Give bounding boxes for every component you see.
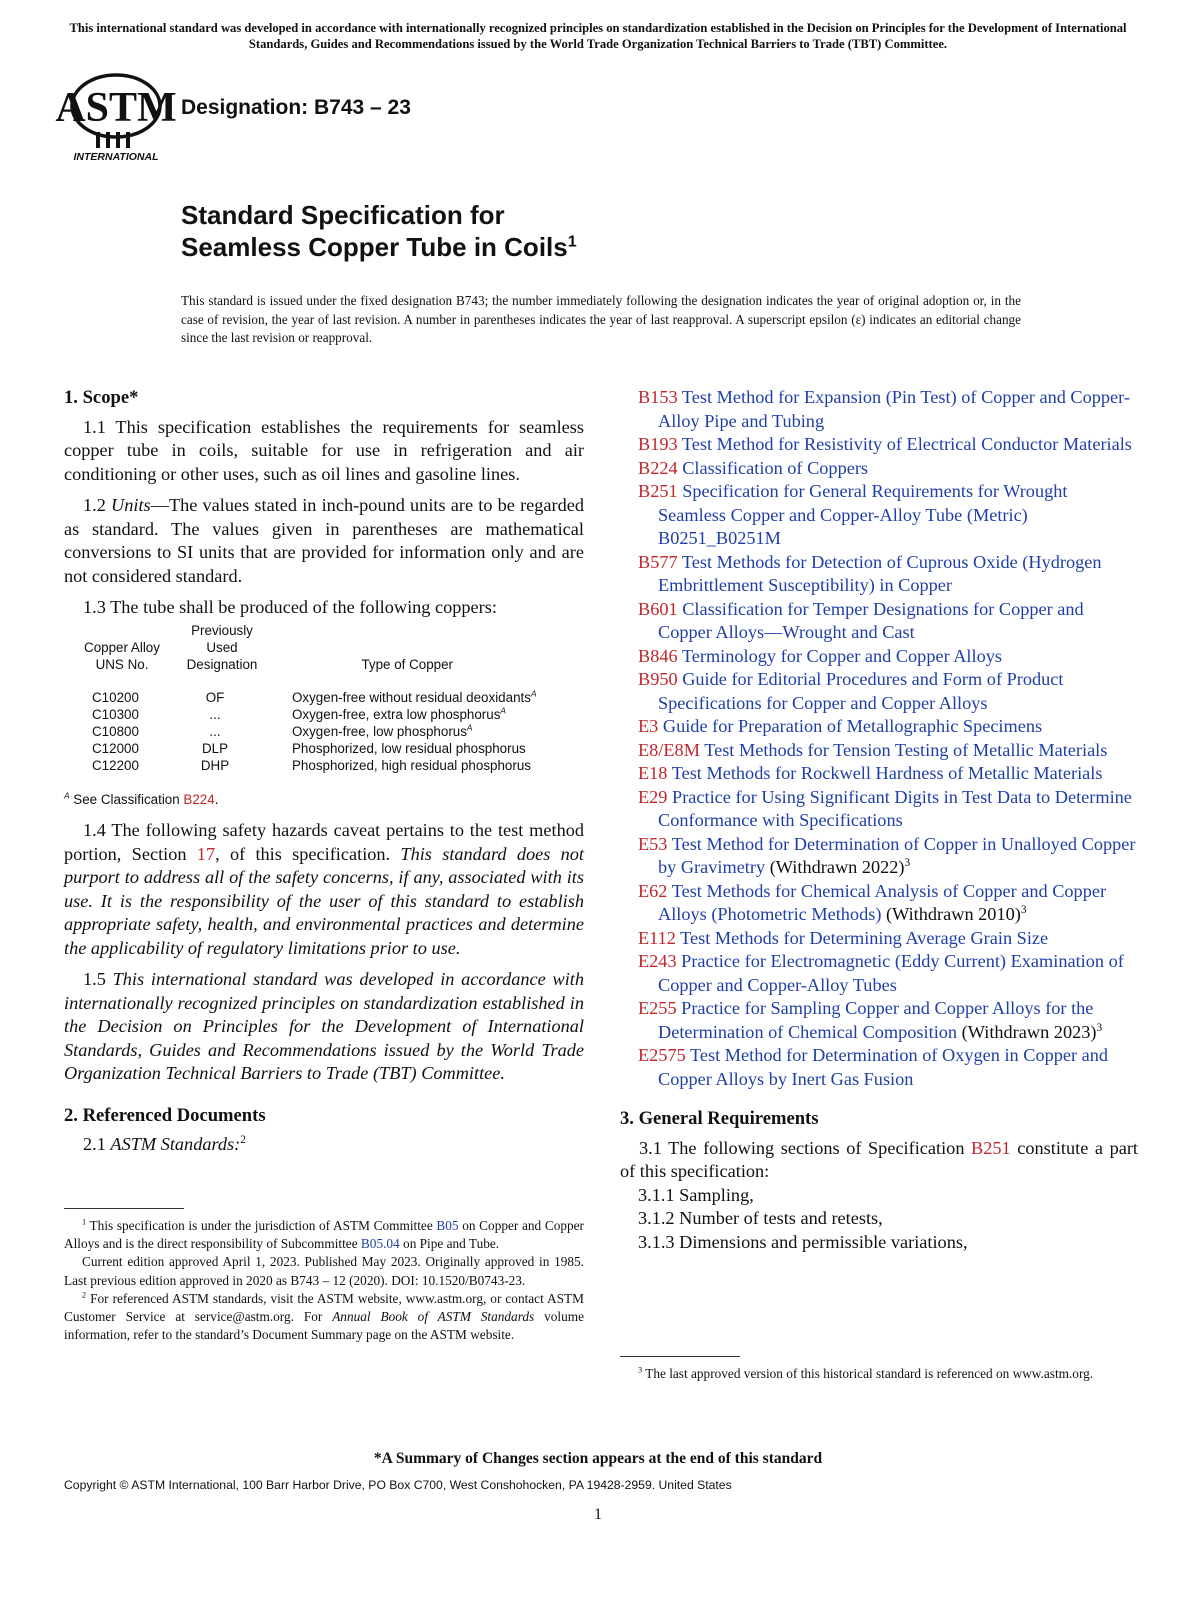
reference-item	[638, 1044, 1138, 1091]
reference-title-link[interactable]: Guide for Editorial Procedures and Form of Product Specifications for Copper and Copper Alloys	[658, 669, 1064, 713]
reference-code-link[interactable]: B224	[638, 457, 678, 478]
table-footnote: $^A$ See Classification B224.	[64, 790, 219, 807]
reference-title-link[interactable]: Test Method for Resistivity of Electrical Conductor Materials	[677, 434, 1132, 454]
reference-code-link[interactable]: B153	[638, 387, 678, 407]
reference-code-link[interactable]: E2575	[638, 1045, 686, 1065]
table-row	[76, 706, 546, 723]
reference-title-link[interactable]: Test Methods for Determining Average Grain Size	[675, 927, 1049, 948]
coppers-table-header	[76, 622, 546, 689]
cell-previous: DLP	[201, 740, 229, 756]
reference-item	[638, 551, 1138, 598]
reference-title-link[interactable]: Practice for Sampling Copper and Copper Alloys for the Determination of Chemical Composition	[658, 998, 1094, 1042]
link-b224[interactable]: B224	[183, 791, 215, 807]
footnote-divider	[620, 1356, 740, 1357]
link-section-17[interactable]: 17	[196, 843, 216, 864]
reference-code-link[interactable]: B950	[638, 669, 678, 689]
link-b05-04[interactable]: B05.04	[360, 1236, 400, 1252]
cell-type: Phosphorized, low residual phosphorus	[292, 740, 526, 756]
cell-uns: C12000	[92, 740, 139, 756]
para-1-3: 1.3 The tube shall be produced of the following coppers:	[83, 597, 497, 617]
reference-code-link[interactable]: E29	[638, 786, 668, 807]
list-item: 3.1.3 Dimensions and permissible variations,	[638, 1231, 968, 1252]
cell-previous: ...	[209, 723, 221, 739]
reference-code-link[interactable]: B251	[638, 481, 678, 501]
reference-title-link[interactable]: Terminology for Copper and Copper Alloys	[677, 645, 1002, 666]
reference-title-link[interactable]: Test Methods for Tension Testing of Metallic Materials	[699, 739, 1108, 760]
link-b05[interactable]: B05	[436, 1218, 459, 1233]
page-number: 1	[594, 1506, 602, 1523]
summary-of-changes-note: *A Summary of Changes section appears at the end of this standard	[373, 1450, 823, 1467]
reference-item	[638, 715, 1138, 739]
reference-item	[638, 739, 1138, 763]
reference-item	[638, 833, 1138, 880]
reference-code-link[interactable]: E243	[638, 951, 677, 971]
para-2-1: 2.1 ASTM Standards:$^2$	[83, 1133, 246, 1154]
reference-title-link[interactable]: Test Method for Determination of Copper in Unalloyed Copper by Gravimetry	[658, 833, 1136, 877]
reference-title-link[interactable]: Test Methods for Detection of Cuprous Oxide (Hydrogen Embrittlement Susceptibility) in Copper	[658, 551, 1102, 595]
title-line-2: Seamless Copper Tube in Coils$^1$	[181, 232, 577, 262]
section-1-heading: 1. Scope*	[64, 387, 139, 408]
reference-title-link[interactable]: Classification for Temper Designations for Copper and Copper Alloys—Wrought and Cast	[658, 598, 1084, 642]
reference-title-link[interactable]: Classification of Coppers	[677, 457, 869, 478]
table-row	[76, 723, 546, 740]
reference-title-link[interactable]: Test Method for Determination of Oxygen in Copper and Copper Alloys by Inert Gas Fusion	[658, 1045, 1109, 1089]
reference-withdrawn-note: (Withdrawn 2010)	[881, 904, 1021, 924]
svg-text:INTERNATIONAL: INTERNATIONAL	[73, 151, 159, 163]
reference-title-link[interactable]: Specification for General Requirements for Wrought Seamless Copper and Copper-Alloy Tube (Metric) B0251_B0251M	[658, 481, 1068, 548]
para-1-5: 1.5 This international standard was developed in accordance with internationally recognized principles on standardization established in the Decision on Principles for the Development of International Standards, Guides and Recommendations issued by the World Trade Organization Technical Barriers to Trade (TBT) Committee.	[64, 969, 585, 1083]
footnote-divider	[64, 1208, 184, 1209]
para-1-1: 1.1 This specification establishes the requirements for seamless copper tube in coils, suitable for use in refrigeration and air conditioning or other uses, such as oil lines and gasoline lines.	[64, 416, 584, 484]
para-1-4: 1.4 The following safety hazards caveat pertains to the test method portion, Section 17, of this specification. This standard does not purport to address all of the safety concerns, if any, associated with its use. It is the responsibility of the user of this standard to establish appropriate safety, health, and environmental practices and determine the applicability of regulatory limitations prior to use.	[64, 820, 584, 958]
footnotes-right	[620, 1356, 1138, 1383]
col-header-type: Type of Copper	[361, 656, 454, 672]
reference-item	[638, 433, 1138, 457]
reference-item	[638, 480, 1138, 551]
designation: Designation: B743 – 23	[181, 96, 411, 119]
reference-footnote-mark[interactable]: 3	[1096, 1021, 1103, 1034]
table-row	[76, 689, 546, 706]
cell-type: Oxygen-free, extra low phosphorus$^A$	[292, 705, 506, 722]
reference-item	[638, 927, 1138, 951]
cell-previous: OF	[205, 689, 225, 705]
reference-footnote-mark[interactable]: 3	[904, 856, 911, 869]
cell-uns: C10200	[92, 689, 139, 705]
reference-item	[638, 668, 1138, 715]
table-row	[76, 740, 546, 757]
title-footnote-mark[interactable]: 1	[567, 232, 577, 251]
reference-item	[638, 786, 1138, 833]
reference-code-link[interactable]: B577	[638, 551, 678, 572]
reference-withdrawn-note: (Withdrawn 2023)	[957, 1021, 1097, 1042]
cell-uns: C10300	[92, 706, 139, 722]
table-row	[76, 757, 546, 774]
issue-note: This standard is issued under the fixed designation B743; the number immediately following the designation indicates the year of original adoption or, in the case of revision, the year of last revision. A number in parentheses indicates the year of last reapproval. A superscript epsilon (ε) indicates an editorial change since the last revision or reapproval.	[181, 293, 1021, 345]
reference-title-link[interactable]: Practice for Using Significant Digits in Test Data to Determine Conformance with Specifications	[658, 786, 1132, 830]
footnote-1: $^1$ This specification is under the jurisdiction of ASTM Committee B05 on Copper and Copper Alloys and is the direct responsibility of Subcommittee B05.04 on Pipe and Tube.	[64, 1217, 584, 1252]
reference-item	[638, 950, 1138, 997]
reference-code-link[interactable]: E255	[638, 998, 677, 1018]
col-header-uns: Copper Alloy UNS No.	[84, 639, 160, 672]
col-header-previous: Previously Used Designation	[186, 622, 258, 672]
reference-item	[638, 457, 1138, 481]
reference-item	[638, 880, 1138, 927]
footnote-2: $^2$ For referenced ASTM standards, visit the ASTM website, www.astm.org, or contact ASTM Customer Service at service@astm.org. For Annual Book of ASTM Standards volume information, refer to the standard’s Document Summary page on the ASTM website.	[64, 1290, 584, 1343]
cell-type: Phosphorized, high residual phosphorus	[292, 757, 531, 773]
reference-code-link[interactable]: E8/E8M	[638, 739, 700, 760]
reference-code-link[interactable]: B846	[638, 645, 678, 666]
link-b251[interactable]: B251	[971, 1137, 1011, 1158]
reference-title-link[interactable]: Guide for Preparation of Metallographic Specimens	[658, 716, 1043, 736]
reference-item	[638, 386, 1138, 433]
reference-code-link[interactable]: E112	[638, 927, 676, 948]
para-3-1: 3.1 The following sections of Specification B251 constitute a part of this specification:	[620, 1137, 1139, 1181]
list-item: 3.1.2 Number of tests and retests,	[638, 1208, 883, 1228]
cell-uns: C10800	[92, 723, 139, 739]
reference-item	[638, 762, 1138, 786]
copyright-line: Copyright © ASTM International, 100 Barr Harbor Drive, PO Box C700, West Conshohocken, PA 19428-2959. United States	[64, 1478, 732, 1492]
reference-footnote-mark[interactable]: 3	[1020, 903, 1027, 916]
cell-previous: DHP	[200, 757, 230, 773]
reference-item	[638, 997, 1138, 1044]
reference-item	[638, 598, 1138, 645]
cell-type: Oxygen-free, low phosphorus$^A$	[292, 722, 473, 739]
cell-uns: C12200	[92, 757, 139, 773]
astm-logo	[55, 72, 177, 164]
reference-code-link[interactable]: E3	[638, 716, 659, 736]
reference-code-link[interactable]: E18	[638, 763, 668, 783]
footnote-1-edition: Current edition approved April 1, 2023. Published May 2023. Originally approved in 1985. Last previous edition approved in 2020 as B743 – 12 (2020). DOI: 10.1520/B0743-23.	[64, 1254, 584, 1288]
reference-code-link[interactable]: E62	[638, 880, 668, 901]
footnotes-left	[64, 1208, 584, 1344]
reference-item	[638, 645, 1138, 669]
right-column	[620, 386, 1139, 1254]
cell-type: Oxygen-free without residual deoxidants$^A$	[292, 688, 537, 705]
wto-notice: This international standard was developed in accordance with internationally recognized principles on standardization established in the Decision on Principles for the Development of International Standards, Guides and Recommendations issued by the World Trade Organization Technical Barriers to Trade (TBT) Committee.	[69, 21, 1127, 51]
reference-code-link[interactable]: B193	[638, 434, 678, 454]
reference-title-link[interactable]: Test Methods for Rockwell Hardness of Metallic Materials	[667, 763, 1103, 783]
para-1-2: 1.2 Units—The values stated in inch-pound units are to be regarded as standard. The values given in parentheses are mathematical conversions to SI units that are provided for information only and are not considered standard.	[64, 495, 585, 586]
list-item: 3.1.1 Sampling,	[638, 1184, 754, 1205]
reference-list	[638, 386, 1138, 1091]
left-column	[64, 386, 584, 1165]
reference-code-link[interactable]: E53	[638, 833, 668, 854]
reference-code-link[interactable]: B601	[638, 598, 678, 619]
coppers-table	[76, 622, 546, 774]
footnote-3: $^3$ The last approved version of this historical standard is referenced on www.astm.org.	[638, 1365, 1094, 1381]
title-line-1: Standard Specification for	[181, 200, 505, 230]
document-title	[181, 199, 577, 263]
reference-withdrawn-note: (Withdrawn 2022)	[765, 857, 905, 877]
svg-text:ASTM: ASTM	[55, 85, 177, 131]
reference-title-link[interactable]: Test Methods for Chemical Analysis of Copper and Copper Alloys (Photometric Methods)	[658, 880, 1107, 924]
section-3-heading: 3. General Requirements	[620, 1108, 819, 1129]
section-2-heading: 2. Referenced Documents	[64, 1104, 266, 1126]
reference-title-link[interactable]: Practice for Electromagnetic (Eddy Current) Examination of Copper and Copper-Alloy Tubes	[658, 951, 1124, 995]
cell-previous: ...	[209, 706, 221, 722]
reference-title-link[interactable]: Test Method for Expansion (Pin Test) of Copper and Copper-Alloy Pipe and Tubing	[658, 387, 1130, 431]
